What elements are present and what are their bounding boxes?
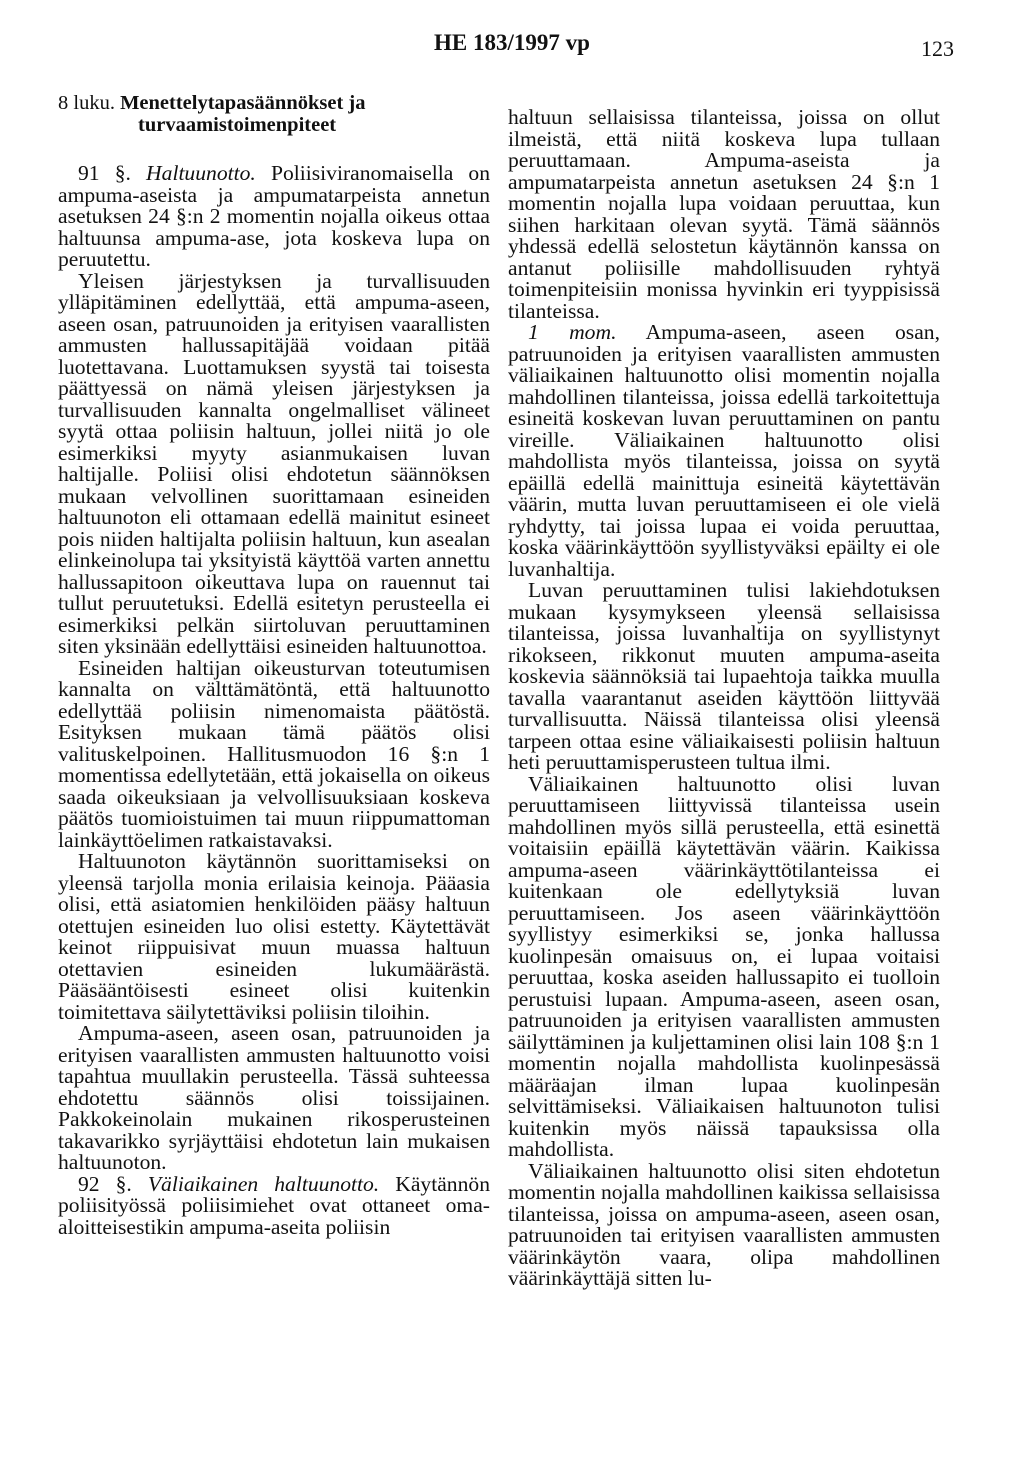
paragraph-1-mom: [508, 322, 940, 580]
subsection-title: 1 mom.: [528, 320, 617, 344]
section-text-92: Käytännön poliisityössä poliisimiehet ovat ottaneet oma-aloitteisestikin ampuma-aseita poliisin: [58, 1171, 490, 1239]
section-title-91: Haltuunotto.: [146, 161, 256, 185]
paragraph: Väliaikainen haltuunotto olisi luvan peruuttamiseen liittyvissä tilanteissa usein mahdollinen myös sillä perusteella, että esinettä voitaisiin epäillä käytettävän väärin. Kaikissa ampuma-aseen väärinkäyttötilanteissa ei kuitenkaan ole edellytyksiä luvan peruuttamiseen. Jos aseen väärinkäyttöön syyllistyy esimerkiksi se, jonka hallussa kuolinpesän omaisuus on, ei lupaa voitaisi peruuttaa, koska aseiden hallussapito ei tuolloin perustuisi lupaan. Ampuma-aseen, aseen osan, patruunoiden ja erityisen vaarallisten ammusten säilyttäminen ja kuljettaminen olisi lain 108 §:n 1 momentin nojalla mahdollista kuolinpesässä määräajan ilman lupaa kuolinpesän selvittämiseksi. Väliaikaisen haltuunoton tulisi kuitenkin myös näissä tapauksissa olla mahdollista.: [508, 771, 940, 1161]
chapter-heading: [58, 92, 490, 136]
section-number-92: 92 §.: [78, 1171, 132, 1196]
paragraph: Esineiden haltijan oikeusturvan toteutumisen kannalta on välttämätöntä, että haltuunotto edellyttää poliisin nimenomaista päätöstä. Esityksen mukaan tämä päätös olisi valituskelpoinen. Hallitusmuodon 16 §:n 1 momentissa edellytetään, että jokaisella on oikeus saada oikeuksiaan ja velvollisuuksiaan koskeva päätös tuomioistuimen tai muun riippumattoman lainkäyttöelimen ratkaistavaksi.: [58, 655, 490, 852]
paragraph: Väliaikainen haltuunotto olisi siten ehdotetun momentin nojalla mahdollinen kaikissa sellaisissa tilanteissa, joissa on ampuma-aseen, aseen osan, patruunoiden tai erityisen vaarallisten ammusten väärinkäytön vaara, olipa mahdollinen väärinkäyttäjä sitten lu-: [508, 1158, 940, 1290]
paragraph-continued: haltuun sellaisissa tilanteissa, joissa on ollut ilmeistä, että niitä koskeva lupa tullaan peruuttamaan. Ampuma-aseista ja ampumatarpeista annetun asetuksen 24 §:n 1 momentin nojalla lupa voidaan peruuttaa, kun siihen harkitaan olevan syytä. Tämä säännös yhdessä edellä selostetun käytännön kanssa on antanut poliisille mahdollisuuden ryhtyä toimenpiteisiin monissa hyvinkin eri tyyppisissä tilanteissa.: [508, 105, 940, 323]
paragraph: Yleisen järjestyksen ja turvallisuuden ylläpitäminen edellyttää, että ampuma-aseen, aseen osan, patruunoiden ja erityisen vaarallisten ammusten hallussapitäjää voidaan pitää luotettavana. Luottamuksen syystä tai toisesta päättyessä on nämä yleisen järjestyksen ja turvallisuuden kannalta ongelmalliset välineet syytä ottaa poliisin haltuun, jollei niitä jo ole esimerkiksi myyty asianmukaisen luvan haltijalle. Poliisi olisi ehdotetun säännöksen mukaan velvollinen suorittamaan esineiden haltuunoton eli ottamaan edellä mainitut esineet pois niiden haltijalta poliisin haltuun, kun asealan elinkeinolupa tai yksityistä käyttöä varten annettu hallussapitoon oikeuttava lupa on rauennut tai tullut peruutetuksi. Edellä esitetyn perusteella ei esimerkiksi pelkän siirtoluvan peruuttaminen siten yksinään edellyttäisi esineiden haltuunottoa.: [58, 268, 490, 658]
section-title-92: Väliaikainen haltuunotto.: [147, 1171, 380, 1196]
paragraph: Haltuunoton käytännön suorittamiseksi on yleensä tarjolla monia erilaisia keinoja. Pääasia olisi, että asiatomien henkilöiden pääsy haltuun otettujen esineiden luo olisi estetty. Käytettävät keinot riippuisivat muun muassa haltuun otettavien esineiden lukumäärästä. Pääsääntöisesti esineet olisi kuitenkin toimitettava säilytettäviksi poliisin tiloihin.: [58, 849, 490, 1024]
chapter-title-line2: turvaamistoimenpiteet: [138, 114, 337, 136]
paragraph-92: [58, 1171, 490, 1239]
paragraph-91: [58, 163, 490, 271]
subsection-text: Ampuma-aseen, aseen osan, patruunoiden ja erityisen vaarallisten ammusten väliaikainen haltuunotto olisi momentin nojalla mahdollinen tilanteissa, joissa edellä tarkoitettuja esineitä koskevan luvan peruuttaminen on pantu vireille. Väliaikainen haltuunotto olisi mahdollista myös tilanteissa, joissa on syytä epäillä edellä mainittuja esineitä käytettävän väärin, mutta luvan peruuttamiseen ei ole vielä ryhdytty, tai joissa lupaa ei voida peruuttaa, koska väärinkäyttöön syyllistyväksi epäilty ei ole luvanhaltija.: [508, 320, 940, 581]
paragraph: Ampuma-aseen, aseen osan, patruunoiden ja erityisen vaarallisten ammusten haltuunotto voisi tapahtua muullakin perusteella. Tässä suhteessa ehdotettu säännös olisi toissijainen. Pakkokeinolain mukainen rikosperusteinen takavarikko syrjäyttäisi ehdotetun lain mukaisen haltuunoton.: [58, 1021, 490, 1174]
left-column: [58, 92, 490, 1238]
chapter-number: 8 luku.: [58, 92, 115, 114]
paragraph: Luvan peruuttaminen tulisi lakiehdotuksen mukaan kysymykseen yleensä sellaisissa tilanteissa, joissa luvanhaltija on syyllistynyt rikokseen, rikkonut muuten ampuma-aseita koskevia säännöksiä tai lupaehtoja taikka muulla tavalla vaarantanut aseiden käyttöön liittyvää turvallisuutta. Näissä tilanteissa olisi yleensä tarpeen ottaa esine väliaikaisesti poliisin haltuun heti peruuttamisperusteen tultua ilmi.: [508, 578, 940, 774]
chapter-title-line1: Menettelytapasäännökset ja: [120, 92, 366, 114]
right-column: [508, 107, 940, 1290]
section-number-91: 91 §.: [78, 161, 131, 185]
page-number: 123: [921, 36, 954, 61]
document-id: HE 183/1997 vp: [434, 30, 590, 55]
section-text-91: Poliisiviranomaisella on ampuma-aseista ja ampumatarpeista annetun asetuksen 24 §:n 2 momentin nojalla oikeus ottaa haltuunsa ampuma-ase, jota koskeva lupa on peruutettu.: [58, 161, 490, 271]
